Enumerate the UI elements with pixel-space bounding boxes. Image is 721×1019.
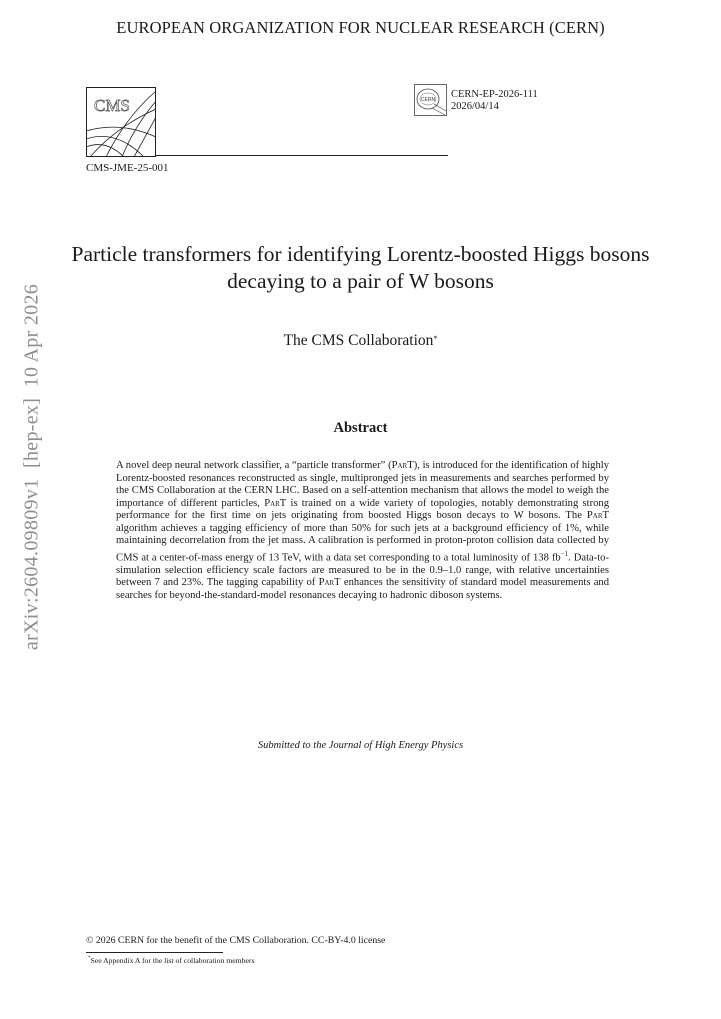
arxiv-stamp: arXiv:2604.09809v1 [hep-ex] 10 Apr 2026 bbox=[20, 283, 43, 651]
analysis-note-id: CMS-JME-25-001 bbox=[86, 162, 169, 174]
author-footnote-mark: * bbox=[433, 334, 438, 343]
abstract-heading: Abstract bbox=[333, 420, 388, 436]
report-reference bbox=[451, 89, 538, 112]
footnote-text: See Appendix A for the list of collaboration members bbox=[90, 956, 255, 965]
organization-header: EUROPEAN ORGANIZATION FOR NUCLEAR RESEARCH (CERN) bbox=[116, 18, 605, 37]
report-date: 2026/04/14 bbox=[451, 100, 499, 112]
footnote-rule bbox=[86, 952, 223, 953]
header-rule bbox=[156, 155, 448, 156]
footnote bbox=[88, 956, 254, 965]
cern-logo-icon bbox=[414, 84, 447, 116]
cern-logo-text: CERN bbox=[420, 97, 436, 103]
report-number: CERN-EP-2026-111 bbox=[451, 89, 538, 100]
copyright-line: © 2026 CERN for the benefit of the CMS Collaboration. CC-BY-4.0 license bbox=[86, 935, 386, 946]
cms-logo-text: CMS bbox=[94, 96, 130, 115]
author-line bbox=[0, 332, 721, 350]
part-name: ParT bbox=[318, 577, 341, 589]
submission-note: Submitted to the Journal of High Energy Physics bbox=[257, 740, 464, 751]
part-name: ParT bbox=[586, 510, 609, 522]
part-name: ParT bbox=[264, 497, 287, 509]
luminosity-exponent: −1 bbox=[560, 549, 569, 558]
abstract-body: A novel deep neural network classifier, a “particle transformer” (ParT), is introduced for the identification of highly Lorentz-boosted resonances reconstructed as single, multipronged jets in measurements and searches performed by the CMS Collaboration at the CERN LHC. Based on a self-attention mechanism that allows the model to weigh the importance of different particles, ParT is trained on a wide variety of topologies, notably demonstrating strong performance for the first time on jets originating from boosted Higgs boson decays to W bosons. The ParT algorithm achieves a tagging efficiency of more than 50% for such jets at a background efficiency of 1%, while maintaining decorrelation from the jet mass. A calibration is performed in proton-proton collision data collected by CMS at a center-of-mass energy of 13 TeV, with a data set corresponding to a total luminosity of 138 $fb^{-1}$. Data-to-simulation selection efficiency scale factors are measured to be in the 0.9–1.0 range, with relative uncertainties between 7 and 23%. The tagging capability of ParT enhances the sensitivity of standard model measurements and searches for beyond-the-standard-model resonances decaying to hadronic diboson systems. bbox=[116, 460, 610, 601]
cms-logo-icon bbox=[86, 87, 156, 157]
part-name: ParT bbox=[391, 460, 414, 471]
author-name: The CMS Collaboration bbox=[283, 332, 434, 349]
footnote-mark: * bbox=[88, 956, 91, 961]
paper-title: Particle transformers for identifying Lorentz-boosted Higgs bosons decaying to a pair of W bosons bbox=[71, 242, 650, 293]
